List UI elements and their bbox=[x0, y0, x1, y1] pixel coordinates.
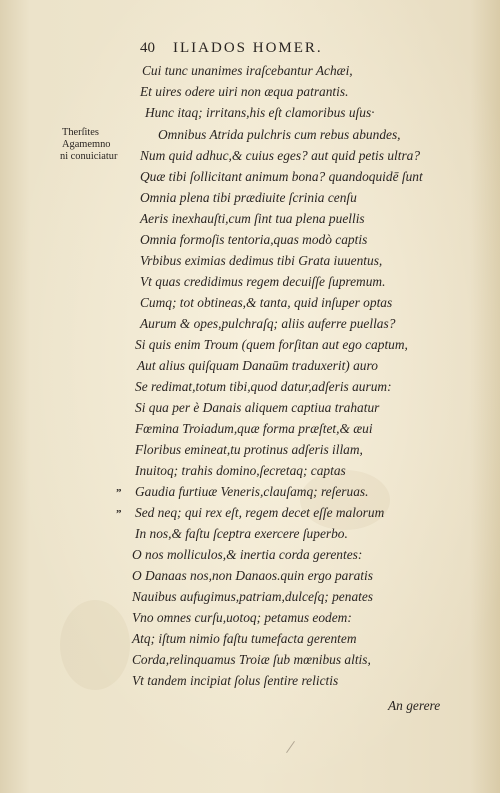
verse-line: Num quid adhuc,& cuius eges? aut quid petis ultra? bbox=[140, 148, 421, 163]
verse-line: Omnia plena tibi prædiuite ſcrinia cenſu bbox=[140, 190, 357, 205]
verse-line: Omnibus Atrida pulchris cum rebus abundes, bbox=[158, 127, 401, 142]
margin-note-line: Agamemno bbox=[62, 139, 111, 150]
verse-line: Atq; iſtum nimio faſtu tumefacta gerentem bbox=[132, 631, 357, 646]
margin-note-line: Therſites bbox=[62, 127, 99, 138]
verse-line: Corda,relinquamus Troiæ ſub mœnibus altis, bbox=[132, 652, 371, 667]
verse-line: Fœmina Troiadum,quæ forma præſtet,& æui bbox=[135, 421, 373, 436]
margin-note-line: ni conuiciatur bbox=[60, 151, 118, 162]
verse-line: Cui tunc unanimes iraſcebantur Achæi, bbox=[142, 63, 353, 78]
catchword: An gerere bbox=[388, 698, 441, 713]
running-title: ILIADOS HOMER. bbox=[173, 40, 323, 56]
quote-mark: ” bbox=[116, 508, 123, 520]
paper-stain bbox=[60, 600, 130, 690]
verse-line: Si quis enim Troum (quem forſitan aut ego captum, bbox=[135, 337, 408, 352]
verse-line: Inuitoq; trahis domino,ſecretaq; captas bbox=[135, 463, 346, 478]
verse-line: O nos molliculos,& inertia corda gerentes: bbox=[132, 547, 363, 562]
verse-line: Vno omnes curſu,uotoq; petamus eodem: bbox=[132, 610, 352, 625]
paper-stain bbox=[300, 470, 390, 530]
verse-line: Floribus emineat,tu protinus adſeris illam, bbox=[135, 442, 363, 457]
verse-line: Nauibus aufugimus,patriam,dulceſq; penates bbox=[132, 589, 374, 604]
verse-line: Aut alius quiſquam Danaūm traduxerit) auro bbox=[137, 358, 378, 373]
ink-mark bbox=[286, 741, 295, 753]
verse-line: Gaudia furtiuæ Veneris,clauſamq; reſeruas. bbox=[135, 484, 369, 499]
verse-line: Se redimat,totum tibi,quod datur,adſeris aurum: bbox=[135, 379, 392, 394]
verse-line: Vt tandem incipiat ſolus ſentire relictis bbox=[132, 673, 339, 688]
verse-line: Quæ tibi ſollicitant animum bona? quandoquidē ſunt bbox=[140, 169, 423, 184]
verse-line: Aurum & opes,pulchraſq; aliis auferre puellas? bbox=[140, 316, 396, 331]
verse-line: In nos,& faſtu ſceptra exercere ſuperbo. bbox=[135, 526, 348, 541]
verse-line: Aeris inexhauſti,cum ſint tua plena puellis bbox=[140, 211, 365, 226]
verse-line: Sed neq; qui rex eſt, regem decet eſſe malorum bbox=[135, 505, 385, 520]
verse-line: O Danaas nos,non Danaos.quin ergo paratis bbox=[132, 568, 373, 583]
verse-line: Cumq; tot obtineas,& tanta, quid inſuper optas bbox=[140, 295, 393, 310]
quote-mark: ” bbox=[116, 487, 123, 499]
running-header bbox=[140, 40, 323, 57]
verse-line: Et uires odere uiri non æqua patrantis. bbox=[140, 84, 349, 99]
verse-line: Hunc itaq; irritans,his eſt clamoribus uſus· bbox=[145, 105, 375, 120]
verse-line: Vt quas credidimus regem decuiſſe ſupremum. bbox=[140, 274, 386, 289]
page-number: 40 bbox=[140, 40, 155, 56]
verse-line: Si qua per è Danais aliquem captiua trahatur bbox=[135, 400, 380, 415]
verse-line: Vrbibus eximias dedimus tibi Grata iuuentus, bbox=[140, 253, 383, 268]
verse-line: Omnia formoſis tentoria,quas modò captis bbox=[140, 232, 368, 247]
